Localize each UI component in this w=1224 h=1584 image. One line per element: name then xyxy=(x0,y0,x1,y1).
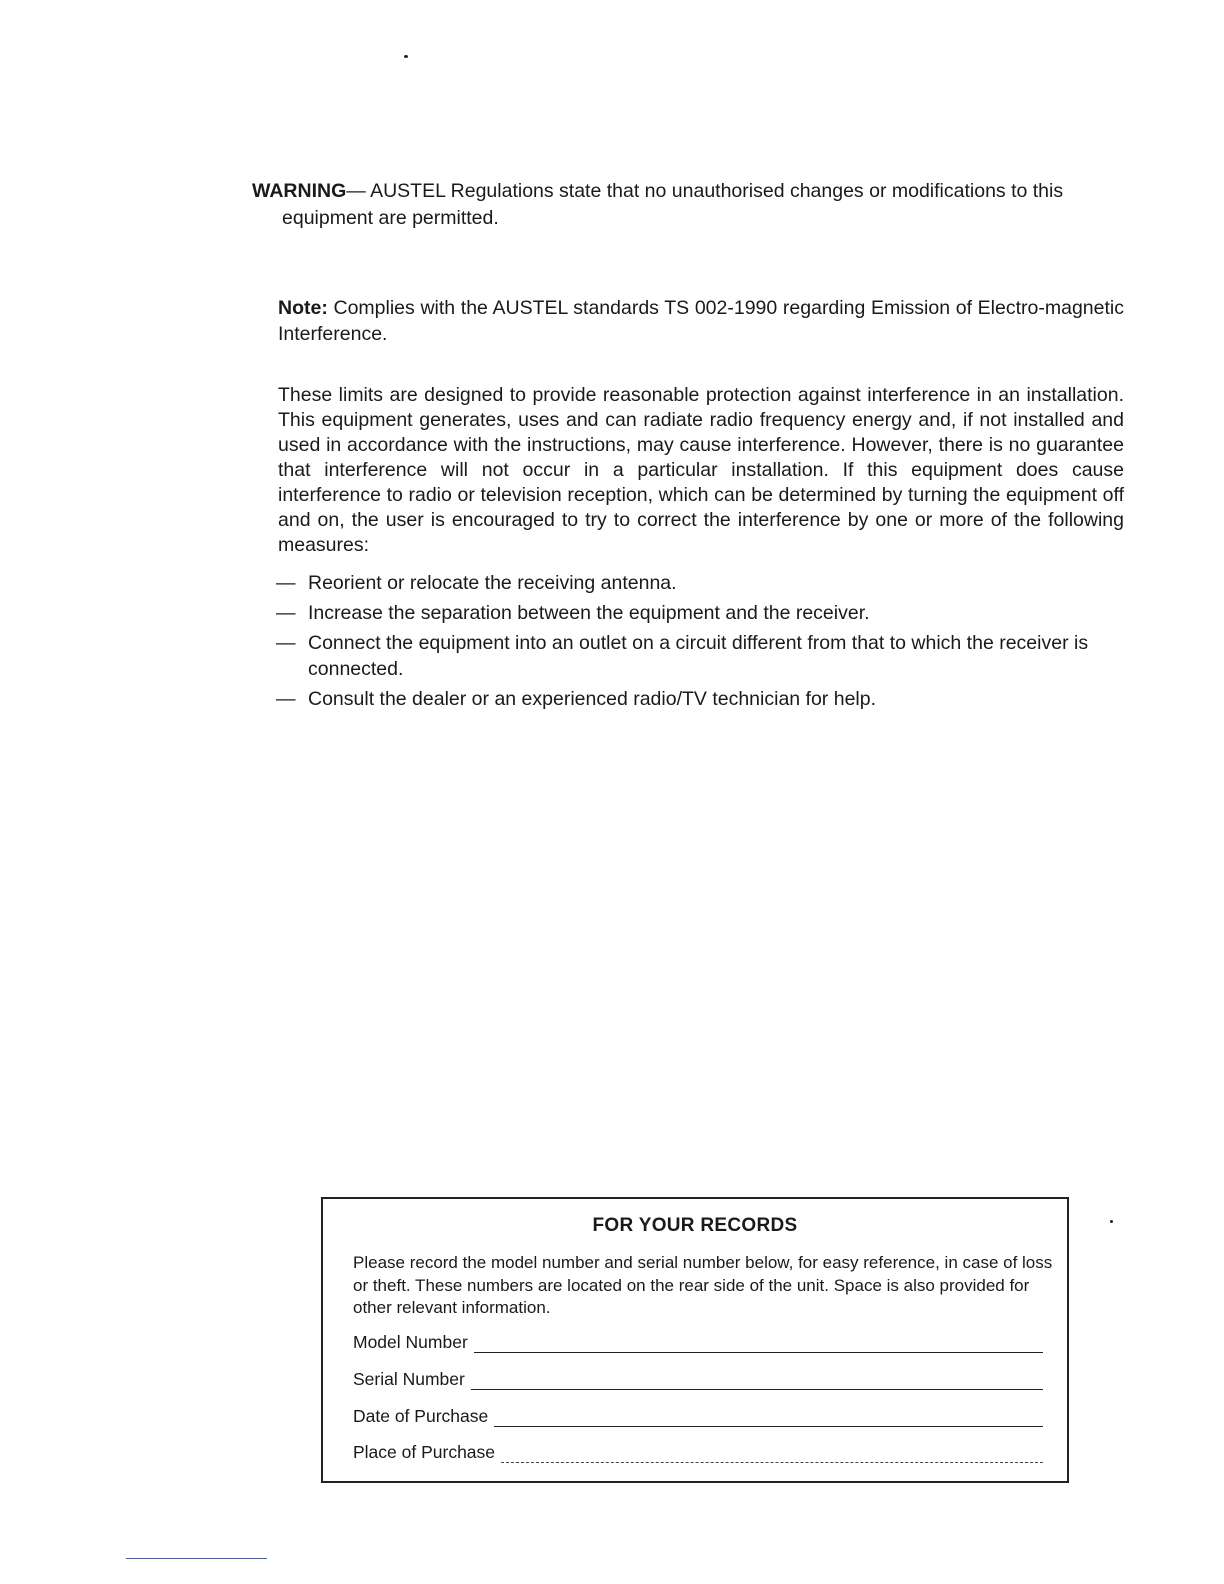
place-of-purchase-label: Place of Purchase xyxy=(353,1442,496,1462)
place-of-purchase-field[interactable] xyxy=(353,1439,1043,1463)
list-item xyxy=(276,686,1126,712)
date-of-purchase-label: Date of Purchase xyxy=(353,1406,489,1426)
measure-text: Reorient or relocate the receiving antenna. xyxy=(308,572,677,594)
date-of-purchase-line[interactable] xyxy=(494,1408,1043,1427)
list-item xyxy=(276,630,1126,682)
model-number-label: Model Number xyxy=(353,1332,468,1352)
warning-text-continued: equipment are permitted. xyxy=(282,207,499,229)
model-number-line[interactable] xyxy=(474,1334,1043,1353)
note-label: Note: xyxy=(278,297,328,319)
warning-statement xyxy=(252,178,1132,232)
measures-list xyxy=(276,570,1126,716)
divider xyxy=(126,1558,267,1559)
note-statement xyxy=(278,295,1124,347)
records-box xyxy=(321,1197,1069,1483)
list-item xyxy=(276,600,1126,626)
measure-text: Increase the separation between the equipment and the receiver. xyxy=(308,602,870,624)
records-title: FOR YOUR RECORDS xyxy=(592,1215,798,1236)
dash-bullet: — xyxy=(276,602,296,624)
serial-number-label: Serial Number xyxy=(353,1369,465,1389)
model-number-field[interactable] xyxy=(353,1329,1043,1353)
dash-bullet: — xyxy=(276,688,296,710)
warning-text: — AUSTEL Regulations state that no unauthorised changes or modifications to this xyxy=(346,180,1064,202)
interference-paragraph: These limits are designed to provide reasonable protection against interference in an installation. This equipment generates, uses and can radiate radio frequency energy and, if not installed and used in accordance with the instructions, may cause interference. However, there is no guarantee that interference will not occur in a particular installation. If this equipment does cause interference to radio or television reception, which can be determined by turning the equipment off and on, the user is encouraged to try to correct the interference by one or more of the following measures: xyxy=(278,384,1124,556)
note-text: Complies with the AUSTEL standards TS 002-1990 regarding Emission of Electro-magnetic Interference. xyxy=(278,297,1124,345)
serial-number-field[interactable] xyxy=(353,1366,1043,1390)
measure-text: Connect the equipment into an outlet on a circuit different from that to which the receiver is connected. xyxy=(308,632,1089,680)
list-item xyxy=(276,570,1126,596)
place-of-purchase-line[interactable] xyxy=(501,1444,1043,1463)
date-of-purchase-field[interactable] xyxy=(353,1403,1043,1427)
serial-number-line[interactable] xyxy=(471,1371,1043,1390)
warning-label: WARNING xyxy=(252,180,347,202)
dash-bullet: — xyxy=(276,572,296,594)
records-intro: Please record the model number and serial number below, for easy reference, in case of loss or theft. These numbers are located on the rear side of the unit. Space is also provided for other relevant information. xyxy=(353,1253,1053,1317)
scan-speck xyxy=(404,55,408,58)
dash-bullet: — xyxy=(276,632,296,654)
scan-speck xyxy=(1110,1220,1113,1223)
measure-text: Consult the dealer or an experienced radio/TV technician for help. xyxy=(308,688,877,710)
